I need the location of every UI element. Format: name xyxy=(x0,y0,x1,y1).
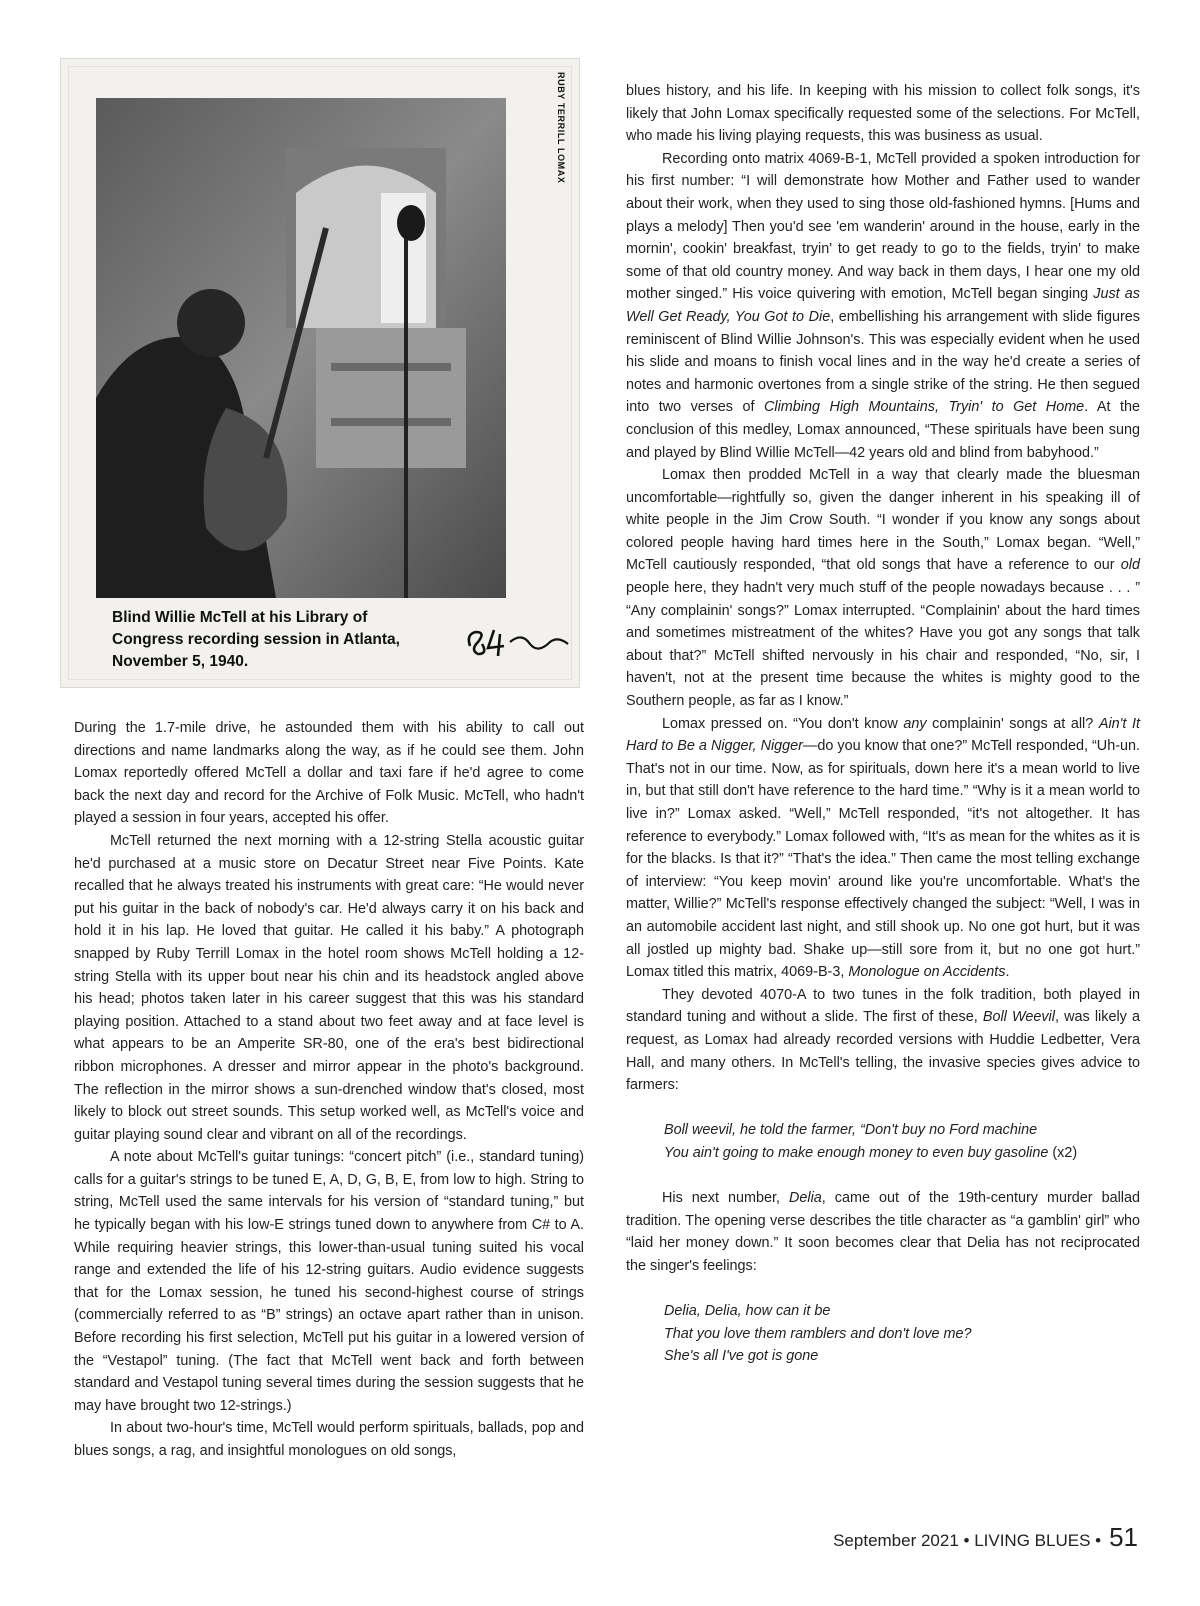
emphasis: any xyxy=(903,715,927,732)
text-run: complainin' songs at all? xyxy=(926,715,1099,732)
text-run: , came out of the 19th-century murder ballad tradition. The opening verse describes the title character as “a gamblin' girl” who “laid her money down.” It soon becomes clear that Delia has not reciprocated the singer's feelings: xyxy=(626,1190,1140,1274)
verse-line: Delia, Delia, how can it be xyxy=(664,1303,831,1320)
text-run: Lomax pressed on. “You don't know xyxy=(662,715,904,732)
page-number: 51 xyxy=(1109,1522,1138,1552)
body-paragraph: During the 1.7-mile drive, he astounded them with his ability to call out directions and name landmarks along the way, as if he could see them. John Lomax reportedly offered McTell a dollar and taxi fare if he'd agree to come back the next day and record for the Archive of Folk Music. McTell, who hadn't played a session in four years, accepted his offer. xyxy=(74,720,584,827)
text-run: —do you know that one?” McTell responded, “Uh-un. That's not in our time. Now, as for spirituals, down here it's a mean world to live in, but that still don't have reference to the hard time.” “Why is it a mean world to live in?” Lomax asked. “Well,” McTell responded, “it's not altogether. It has reference to everybody.” Lomax followed with, “It's as mean for the whites as it is for the blacks. Is that it?” “That's the idea.” Then came the most telling exchange of interview: “You keep movin' around like you're uncomfortable. What's the matter, Willie?” McTell's response effectively changed the subject: “Well, I was in an automobile accident last night, and still shook up. No one got hurt, but it was all jostled up mighty bad. Shake up—still sore from it, but no one got hurt.” Lomax titled this matrix, 4069-B-3, xyxy=(626,738,1140,981)
song-title: Ain't It Hard to Be a Nigger, Nigger xyxy=(626,715,1140,755)
caption-line: Blind Willie McTell at his Library of xyxy=(112,609,368,626)
verse-line: Boll weevil, he told the farmer, “Don't buy no Ford machine xyxy=(664,1122,1038,1139)
body-paragraph: A note about McTell's guitar tunings: “concert pitch” (i.e., standard tuning) calls for a guitar's strings to be tuned E, A, D, G, B, E, from low to high. String to string, McTell used the same intervals for his version of “standard tuning,” but he typically began with his low-E strings tuned down to anywhere from C# to A. While requiring heavier strings, this lower-than-usual tuning suited his vocal range and extended the life of his 12-string guitars. Audio evidence suggests that for the Lomax session, he tuned his second-highest course of strings (commercially referred to as “B” strings) an octave apart rather than in unison. Before recording his first selection, McTell put his guitar in a lowered version of the “Vestapol” tuning. (The fact that McTell went back and forth between standard and Vestapol tuning several times during the session suggests that he may have brought two 12-strings.) xyxy=(74,1149,584,1414)
body-paragraph xyxy=(626,713,1140,984)
song-title: Just as Well Get Ready, You Got to Die xyxy=(626,286,1140,325)
body-paragraph: In about two-hour's time, McTell would perform spirituals, ballads, pop and blues songs, a rag, and insightful monologues on old songs, xyxy=(74,1420,584,1459)
verse-line: She's all I've got is gone xyxy=(664,1348,819,1365)
body-paragraph: blues history, and his life. In keeping with his mission to collect folk songs, it's likely that John Lomax specifically requested some of the selections. For McTell, who made his living playing requests, this was business as usual. xyxy=(626,83,1140,145)
caption-line: Congress recording session in Atlanta, xyxy=(112,631,400,648)
verse-line xyxy=(626,1142,1140,1165)
song-title: Delia xyxy=(789,1190,822,1207)
text-run: , embellishing his arrangement with slide figures reminiscent of Blind Willie Johnson's. This was especially evident when he used his slide and moans to finish vocal lines and in the way he'd create a series of notes and harmonic overtones from a single strike of the string. He then segued into two verses of xyxy=(626,308,1140,416)
text-run: Recording onto matrix 4069-B-1, McTell provided a spoken introduction for his first number: “I will demonstrate how Mother and Father used to wander about their work, when they used to sing those old-fashioned hymns. [Hums and plays a melody] Then you'd see 'em wanderin' around in the house, early in the mornin', cookin' breakfast, tryin' to get ready to go to the fields, tryin' to make some of that old country money. And way back in them days, I hear one my old mother singed.” His voice quivering with emotion, McTell began singing xyxy=(626,150,1140,303)
photo-image xyxy=(96,98,506,598)
text-run: His next number, xyxy=(662,1190,789,1207)
left-column xyxy=(74,717,584,1463)
emphasis: old xyxy=(1120,557,1140,574)
body-paragraph: McTell returned the next morning with a 12-string Stella acoustic guitar he'd purchased at a music store on Decatur Street near Five Points. Kate recalled that he always treated his instruments with great care: “He would never put his guitar in the back of nobody's car. He'd always carry it on his back and hold it in his lap. He loved that guitar. He called it his baby.” A photograph snapped by Ruby Terrill Lomax in the hotel room shows McTell holding a 12-string Stella with its upper bout near his chin and its headstock angled above his head; photos taken later in his career suggest that this was his standard playing position. Attached to a stand about two feet away and at face level is what appears to be an Amperite SR-80, one of the era's best bidirectional ribbon microphones. A dresser and mirror appear in the photo's background. The reflection in the mirror shows a sun-drenched window that's closed, most likely to block out street sounds. This setup worked well, as McTell's voice and guitar playing sound clear and vibrant on all of the recordings. xyxy=(74,832,584,1143)
body-paragraph xyxy=(626,1187,1140,1277)
text-run: . At the conclusion of this medley, Lomax announced, “These spirituals have been sung and played by Blind Willie McTell—42 years old and blind from babyhood.” xyxy=(626,399,1140,461)
verse-line: That you love them ramblers and don't love me? xyxy=(664,1325,972,1342)
song-title: Climbing High Mountains, Tryin' to Get Home xyxy=(763,399,1085,416)
verse-text: You ain't going to make enough money to even buy gasoline xyxy=(664,1144,1049,1161)
body-paragraph xyxy=(626,464,1140,713)
photo-caption xyxy=(112,607,442,673)
text-run: people here, they hadn't very much stuff of the people nowadays because . . . ” “Any complainin' songs?” Lomax interrupted. “Complainin' about the hard times and sometimes mistreatment of the whites? Have you got any songs that talk about that?” McTell shifted nervously in his chair and responded, “No, sir, I haven't, not at the present time because the whites is mighty good to the Southern people, as far as I know.” xyxy=(626,580,1140,710)
text-run: They devoted 4070-A to two tunes in the folk tradition, both played in standard tuning and without a slide. The first of these, xyxy=(626,986,1140,1026)
body-paragraph xyxy=(626,984,1140,1097)
right-column xyxy=(626,80,1140,1368)
verse-repeat: (x2) xyxy=(1048,1144,1078,1161)
photo-credit: RUBY TERRILL LOMAX xyxy=(556,72,566,184)
text-run: . xyxy=(1005,964,1010,981)
song-title: Monologue on Accidents xyxy=(848,964,1006,981)
caption-line: November 5, 1940. xyxy=(112,653,249,670)
text-run: , was likely a request, as Lomax had already recorded versions with Huddie Ledbetter, Vera Hall, and many others. In McTell's telling, the invasive species gives advice to farmers: xyxy=(626,1009,1140,1094)
footer-text: September 2021 • LIVING BLUES • xyxy=(833,1531,1102,1550)
spacer xyxy=(626,1097,1140,1120)
body-paragraph xyxy=(626,148,1140,464)
handwritten-note xyxy=(464,620,574,660)
spacer xyxy=(626,1165,1140,1188)
text-run: Lomax then prodded McTell in a way that clearly made the bluesman uncomfortable—rightfully so, given the danger inherent in his speaking ill of white people in the Jim Crow South. “I wonder if you know any songs about colored people having hard times here in the South,” Lomax began. “Well,” McTell cautiously responded, “that old songs that have a reference to our xyxy=(626,467,1140,574)
song-title: Boll Weevil xyxy=(982,1009,1055,1026)
page-footer xyxy=(833,1522,1138,1553)
spacer xyxy=(626,1277,1140,1300)
